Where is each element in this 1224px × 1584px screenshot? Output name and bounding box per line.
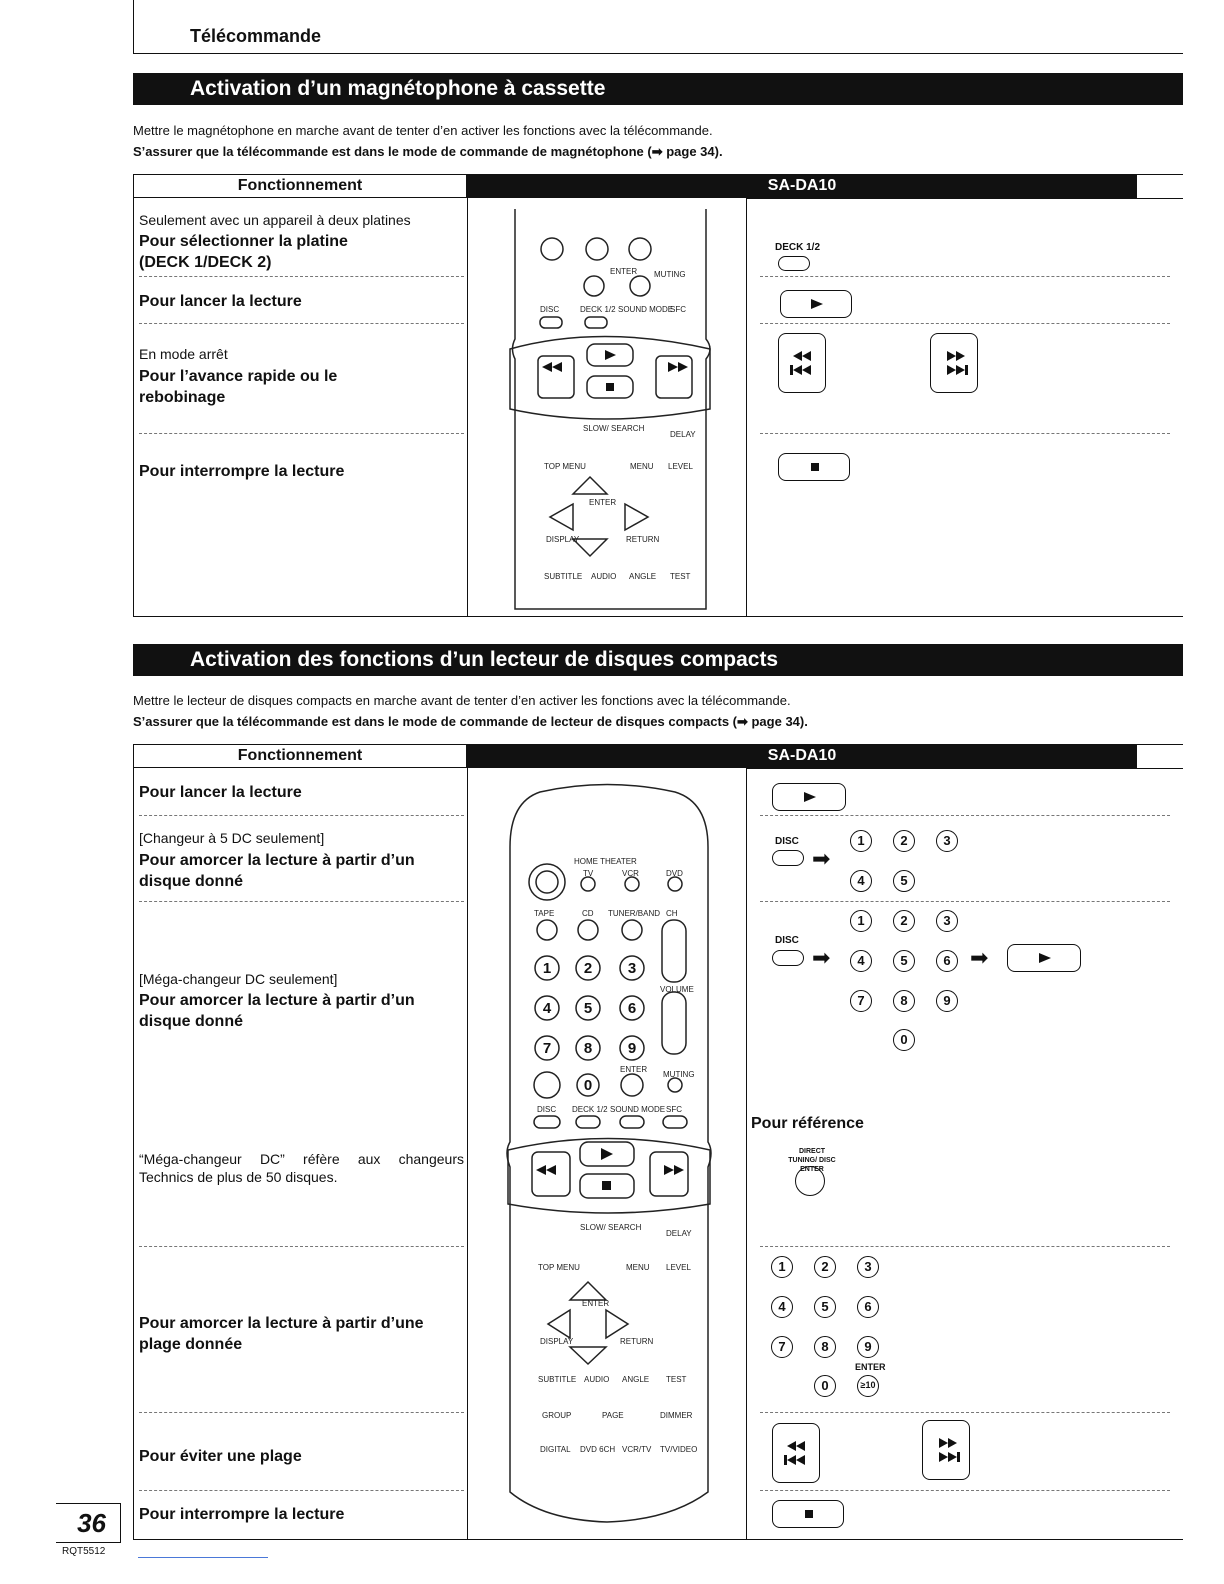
digit-7-icon: [541, 238, 563, 260]
digit-1[interactable]: 1: [850, 830, 872, 852]
reference-label: Pour référence: [751, 1115, 864, 1132]
svg-text:ANGLE: ANGLE: [629, 572, 657, 581]
deck-key-icon: [585, 317, 607, 328]
cd-divider-2: [746, 768, 747, 1540]
skip-back-icon: [773, 1424, 821, 1484]
digit-8-icon: [586, 238, 608, 260]
svg-text:ENTER: ENTER: [582, 1299, 610, 1308]
digit-6[interactable]: 6: [857, 1296, 879, 1318]
svg-text:MUTING: MUTING: [663, 1070, 695, 1079]
svg-text:DVD 6CH: DVD 6CH: [580, 1445, 616, 1454]
svg-text:1: 1: [542, 960, 552, 977]
transport-panel-outline: [510, 337, 710, 420]
svg-text:TV/VIDEO: TV/VIDEO: [660, 1445, 698, 1454]
digit-8[interactable]: 8: [814, 1336, 836, 1358]
cassette-intro-1: Mettre le magnétophone en marche avant de tenter d’en activer les fonctions avec la télécommande.: [133, 123, 713, 138]
svg-text:TUNER/BAND: TUNER/BAND: [608, 909, 661, 918]
digit-8[interactable]: 8: [893, 990, 915, 1012]
cd-row2-note: [Changeur à 5 DC seulement]: [139, 830, 325, 846]
svg-text:9: 9: [627, 1040, 637, 1057]
cassette-section-title: Activation d’un magnétophone à cassette: [133, 73, 1183, 105]
svg-text:SUBTITLE: SUBTITLE: [538, 1375, 577, 1384]
svg-text:2: 2: [583, 960, 593, 977]
svg-text:TEST: TEST: [666, 1375, 687, 1384]
cassette-row2-action: Pour lancer la lecture: [139, 293, 302, 310]
svg-text:7: 7: [542, 1040, 552, 1057]
svg-text:SFC: SFC: [670, 305, 686, 314]
deck-button-label: DECK 1/2: [775, 242, 821, 253]
divider: [139, 1490, 464, 1491]
svg-text:0: 0: [583, 1077, 593, 1094]
svg-text:LEVEL: LEVEL: [666, 1263, 691, 1272]
svg-text:DECK 1/2: DECK 1/2: [580, 305, 616, 314]
doc-code: RQT5512: [62, 1546, 106, 1557]
divider: [139, 276, 464, 277]
cassette-remote-illustration: [470, 199, 744, 616]
arrow-right-icon: ➡: [812, 945, 831, 970]
play-icon: [781, 291, 853, 319]
cd-row4-note: “Méga-changeur DC” réfère aux changeurs Technics de plus de 50 disques.: [139, 1151, 464, 1185]
cassette-intro-2: S’assurer que la télécommande est dans le mode de commande de magnétophone (➡ page 34).: [133, 144, 723, 159]
svg-text:DELAY: DELAY: [666, 1229, 692, 1238]
digit-1[interactable]: 1: [771, 1256, 793, 1278]
cassette-right-top-rule: [746, 198, 1183, 199]
svg-text:TV: TV: [583, 869, 594, 878]
divider: [139, 433, 464, 434]
rewind-icon: [779, 334, 827, 394]
digit-5[interactable]: 5: [893, 870, 915, 892]
play-icon: [1008, 945, 1082, 973]
svg-text:ANGLE: ANGLE: [622, 1375, 650, 1384]
svg-text:8: 8: [583, 1040, 593, 1057]
svg-text:DECK 1/2: DECK 1/2: [572, 1105, 608, 1114]
digit-7[interactable]: 7: [850, 990, 872, 1012]
rewind-button[interactable]: [778, 333, 826, 393]
svg-text:VCR/TV: VCR/TV: [622, 1445, 652, 1454]
right-arrow-icon: [625, 504, 648, 530]
volume-rocker-icon: [662, 992, 686, 1054]
cd-row1-action: Pour lancer la lecture: [139, 784, 302, 801]
skip-back-button[interactable]: [772, 1423, 820, 1483]
divider: [760, 433, 1170, 434]
cassette-row4-action: Pour interrompre la lecture: [139, 463, 345, 480]
digit-3[interactable]: 3: [857, 1256, 879, 1278]
left-arrow-icon: [550, 504, 573, 530]
divider: [139, 1412, 464, 1413]
arrow-right-icon: ➡: [812, 846, 831, 871]
svg-text:AUDIO: AUDIO: [591, 572, 617, 581]
skip-forward-button[interactable]: [922, 1420, 970, 1480]
divider: [760, 1490, 1170, 1491]
cd-row3-action: Pour amorcer la lecture à partir d’un disque donné: [139, 992, 415, 1030]
cassette-row3-action: Pour l’avance rapide ou le rebobinage: [139, 368, 338, 406]
stop-icon: [779, 454, 851, 482]
svg-text:DIMMER: DIMMER: [660, 1411, 693, 1420]
cassette-divider-2: [746, 198, 747, 617]
skip-forward-icon: [923, 1421, 971, 1481]
divider: [139, 815, 464, 816]
digit-2[interactable]: 2: [893, 830, 915, 852]
svg-text:ENTER: ENTER: [589, 498, 617, 507]
divider: [760, 1412, 1170, 1413]
divider: [760, 323, 1170, 324]
digit-9-icon: [629, 238, 651, 260]
cd-section-title: Activation des fonctions d’un lecteur de disques compacts: [133, 644, 1183, 676]
cd-row5-action: Pour amorcer la lecture à partir d’une plage donnée: [139, 1315, 424, 1353]
cd-row6-action: Pour éviter une plage: [139, 1448, 302, 1465]
tv-button-icon: [581, 877, 595, 891]
svg-text:SUBTITLE: SUBTITLE: [544, 572, 583, 581]
svg-text:TOP MENU: TOP MENU: [538, 1263, 580, 1272]
svg-text:MENU: MENU: [626, 1263, 650, 1272]
digit-2[interactable]: 2: [814, 1256, 836, 1278]
disc-button[interactable]: [772, 850, 804, 866]
cassette-col-right: SA-DA10: [467, 174, 1137, 198]
direct-tuning-label: DIRECT TUNING/ DISC ENTER: [788, 1148, 836, 1173]
digit-4[interactable]: 4: [771, 1296, 793, 1318]
disc-label: DISC: [775, 935, 799, 946]
divider: [760, 815, 1170, 816]
left-margin-rule: [133, 0, 134, 53]
svg-text:TEST: TEST: [670, 572, 691, 581]
svg-text:SOUND MODE: SOUND MODE: [610, 1105, 666, 1114]
svg-text:RETURN: RETURN: [626, 535, 660, 544]
svg-text:4: 4: [542, 1000, 552, 1017]
svg-text:TAPE: TAPE: [534, 909, 555, 918]
ten-plus-button[interactable]: ≥10: [857, 1375, 879, 1397]
fast-forward-icon: [931, 334, 979, 394]
digit-5[interactable]: 5: [893, 950, 915, 972]
stop-button[interactable]: [778, 453, 850, 481]
cd-intro-1: Mettre le lecteur de disques compacts en marche avant de tenter d’en activer les fonctions avec la télécommande.: [133, 693, 791, 708]
svg-text:PAGE: PAGE: [602, 1411, 624, 1420]
digit-1[interactable]: 1: [850, 910, 872, 932]
svg-text:DIGITAL: DIGITAL: [540, 1445, 571, 1454]
svg-text:DISPLAY: DISPLAY: [546, 535, 580, 544]
cd-remote-illustration: [470, 772, 744, 1538]
divider: [760, 1246, 1170, 1247]
svg-text:SLOW/ SEARCH: SLOW/ SEARCH: [580, 1223, 642, 1232]
disc-label: DISC: [775, 836, 799, 847]
svg-text:AUDIO: AUDIO: [584, 1375, 610, 1384]
page-number: 36: [77, 1508, 106, 1538]
cassette-divider-1: [467, 198, 468, 617]
svg-text:DISC: DISC: [540, 305, 560, 314]
digit-0-icon: [584, 276, 604, 296]
svg-text:GROUP: GROUP: [542, 1411, 572, 1420]
disc-button[interactable]: [772, 950, 804, 966]
digit-3[interactable]: 3: [936, 830, 958, 852]
tape-button-icon: [537, 920, 557, 940]
digit-4[interactable]: 4: [850, 870, 872, 892]
cd-right-top-rule: [746, 768, 1183, 769]
divider: [139, 323, 464, 324]
ch-rocker-icon: [662, 920, 686, 982]
svg-text:ENTER: ENTER: [620, 1065, 648, 1074]
ten-key-icon: [630, 276, 650, 296]
svg-text:DELAY: DELAY: [670, 430, 696, 439]
svg-text:3: 3: [627, 960, 637, 977]
cd-row3-note: [Méga-changeur DC seulement]: [139, 971, 338, 987]
cd-intro-2: S’assurer que la télécommande est dans le mode de commande de lecteur de disques compacts (➡ page 34).: [133, 714, 808, 729]
stop-icon: [773, 1501, 845, 1529]
cassette-row1-note: Seulement avec un appareil à deux platines: [139, 212, 411, 228]
cd-button-icon: [578, 920, 598, 940]
divider: [760, 901, 1170, 902]
digit-6[interactable]: 6: [936, 950, 958, 972]
play-button[interactable]: [780, 290, 852, 318]
svg-text:VOLUME: VOLUME: [660, 985, 694, 994]
digit-2[interactable]: 2: [893, 910, 915, 932]
digit-4[interactable]: 4: [850, 950, 872, 972]
divider: [139, 901, 464, 902]
cd-stop-button[interactable]: [772, 1500, 844, 1528]
svg-text:SFC: SFC: [666, 1105, 682, 1114]
svg-text:TOP MENU: TOP MENU: [544, 462, 586, 471]
cassette-row3-note: En mode arrêt: [139, 346, 228, 362]
vcr-button-icon: [625, 877, 639, 891]
svg-text:ENTER: ENTER: [610, 267, 638, 276]
page-number-underline: [56, 1542, 121, 1543]
transport-panel-outline: [508, 1139, 710, 1214]
svg-text:LEVEL: LEVEL: [668, 462, 693, 471]
digit-7[interactable]: 7: [771, 1336, 793, 1358]
header-rule: [133, 53, 1183, 54]
digit-5[interactable]: 5: [814, 1296, 836, 1318]
cd-table-topline: [1137, 744, 1183, 745]
disc-key-icon: [540, 317, 562, 328]
svg-text:DISPLAY: DISPLAY: [540, 1337, 574, 1346]
cd-col-left: Fonctionnement: [133, 744, 467, 768]
svg-text:CH: CH: [666, 909, 678, 918]
play-icon: [773, 784, 847, 812]
svg-text:DVD: DVD: [666, 869, 683, 878]
arrow-right-icon: ➡: [970, 945, 989, 970]
cassette-row1-action: Pour sélectionner la platine (DECK 1/DECK 2): [139, 233, 348, 271]
tuner-button-icon: [622, 920, 642, 940]
svg-text:RETURN: RETURN: [620, 1337, 654, 1346]
digit-0[interactable]: 0: [814, 1375, 836, 1397]
dvd-button-icon: [668, 877, 682, 891]
cd-col-right: SA-DA10: [467, 744, 1137, 768]
direct-tuning-button[interactable]: [795, 1166, 825, 1196]
svg-text:MUTING: MUTING: [654, 270, 686, 279]
direct-tuning-button-icon: [534, 1072, 560, 1098]
svg-text:DISC: DISC: [537, 1105, 557, 1114]
rewind-key-icon: [538, 356, 574, 398]
svg-text:MENU: MENU: [630, 462, 654, 471]
deck-button[interactable]: [778, 256, 810, 271]
digit-9[interactable]: 9: [936, 990, 958, 1012]
cd-row2-action: Pour amorcer la lecture à partir d’un disque donné: [139, 852, 415, 890]
play-button[interactable]: [1007, 944, 1081, 972]
cassette-table-topline: [1137, 174, 1183, 175]
enter-label: ENTER: [855, 1362, 886, 1372]
cd-row7-action: Pour interrompre la lecture: [139, 1506, 345, 1523]
svg-text:5: 5: [583, 1000, 593, 1017]
section-label: Télécommande: [190, 26, 322, 46]
cd-divider-1: [467, 768, 468, 1540]
ffwd-key-icon: [656, 356, 692, 398]
cd-play-button[interactable]: [772, 783, 846, 811]
digit-0[interactable]: 0: [893, 1029, 915, 1051]
divider: [139, 1246, 464, 1247]
footer-blue-rule: [138, 1557, 268, 1558]
page-number-rule: [56, 1503, 120, 1504]
up-arrow-icon: [573, 477, 607, 494]
svg-text:CD: CD: [582, 909, 594, 918]
svg-text:HOME THEATER: HOME THEATER: [574, 857, 637, 866]
svg-text:SOUND MODE: SOUND MODE: [618, 305, 674, 314]
svg-text:6: 6: [627, 1000, 637, 1017]
page-number-vrule: [120, 1503, 121, 1543]
divider: [760, 276, 1170, 277]
cassette-col-left: Fonctionnement: [133, 174, 467, 198]
digit-9[interactable]: 9: [857, 1336, 879, 1358]
digit-3[interactable]: 3: [936, 910, 958, 932]
fast-forward-button[interactable]: [930, 333, 978, 393]
power-button-icon: [529, 864, 565, 900]
svg-text:VCR: VCR: [622, 869, 639, 878]
svg-text:SLOW/ SEARCH: SLOW/ SEARCH: [583, 424, 645, 433]
